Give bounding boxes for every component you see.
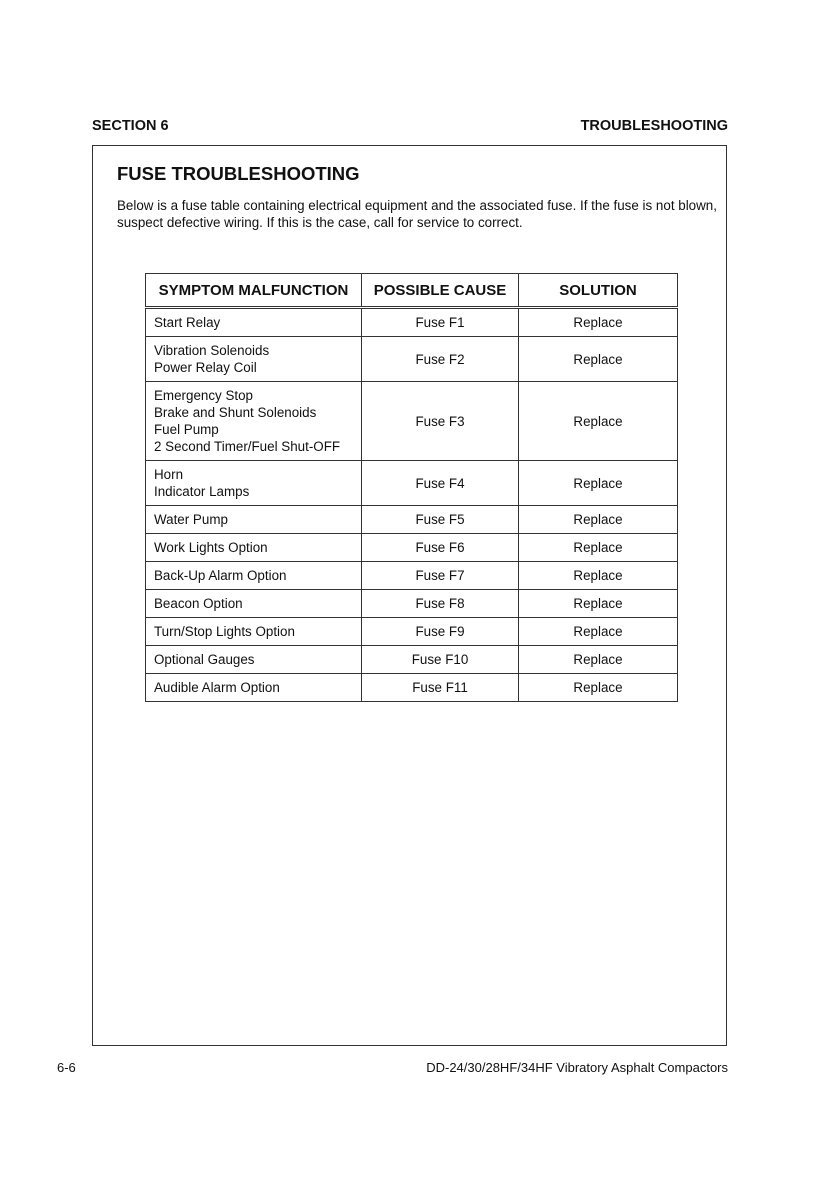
table-row xyxy=(146,461,678,506)
symptom-line: Optional Gauges xyxy=(154,652,255,667)
cause-cell: Fuse F1 xyxy=(362,308,519,337)
symptom-cell xyxy=(146,382,362,461)
symptom-cell xyxy=(146,461,362,506)
solution-cell: Replace xyxy=(519,674,678,702)
cause-cell: Fuse F3 xyxy=(362,382,519,461)
symptom-cell xyxy=(146,337,362,382)
table-row xyxy=(146,674,678,702)
table-row xyxy=(146,646,678,674)
solution-cell: Replace xyxy=(519,590,678,618)
symptom-line: 2 Second Timer/Fuel Shut-OFF xyxy=(154,439,341,454)
solution-cell: Replace xyxy=(519,618,678,646)
cause-cell: Fuse F10 xyxy=(362,646,519,674)
cause-cell: Fuse F5 xyxy=(362,506,519,534)
solution-cell: Replace xyxy=(519,534,678,562)
cause-cell: Fuse F6 xyxy=(362,534,519,562)
cause-cell: Fuse F7 xyxy=(362,562,519,590)
table-row xyxy=(146,382,678,461)
symptom-line: Turn/Stop Lights Option xyxy=(154,624,295,639)
cause-cell: Fuse F9 xyxy=(362,618,519,646)
symptom-cell xyxy=(146,506,362,534)
symptom-cell xyxy=(146,646,362,674)
page-number: 6-6 xyxy=(57,1060,76,1075)
symptom-line: Beacon Option xyxy=(154,596,243,611)
symptom-line: Water Pump xyxy=(154,512,228,527)
table-row xyxy=(146,590,678,618)
solution-cell: Replace xyxy=(519,562,678,590)
cause-cell: Fuse F2 xyxy=(362,337,519,382)
fuse-table xyxy=(145,273,678,702)
symptom-line: Audible Alarm Option xyxy=(154,680,280,695)
intro-text: Below is a fuse table containing electrical equipment and the associated fuse. If the fuse is not blown, suspect defective wiring. If this is the case, call for service to correct. xyxy=(117,198,717,230)
symptom-cell xyxy=(146,308,362,337)
col-cause: POSSIBLE CAUSE xyxy=(362,274,519,308)
table-row xyxy=(146,562,678,590)
table-row xyxy=(146,534,678,562)
page-title: FUSE TROUBLESHOOTING xyxy=(117,163,360,184)
symptom-cell xyxy=(146,590,362,618)
cause-cell: Fuse F4 xyxy=(362,461,519,506)
solution-cell: Replace xyxy=(519,337,678,382)
table-row xyxy=(146,506,678,534)
solution-cell: Replace xyxy=(519,506,678,534)
symptom-cell xyxy=(146,618,362,646)
solution-cell: Replace xyxy=(519,308,678,337)
symptom-line: Power Relay Coil xyxy=(154,360,257,375)
symptom-line: Horn xyxy=(154,467,184,482)
symptom-line: Work Lights Option xyxy=(154,540,268,555)
document-title: DD-24/30/28HF/34HF Vibratory Asphalt Compactors xyxy=(426,1060,728,1075)
solution-cell: Replace xyxy=(519,461,678,506)
symptom-line: Fuel Pump xyxy=(154,422,219,437)
symptom-cell xyxy=(146,674,362,702)
symptom-line: Vibration Solenoids xyxy=(154,343,270,358)
symptom-cell xyxy=(146,534,362,562)
cause-cell: Fuse F8 xyxy=(362,590,519,618)
cause-cell: Fuse F11 xyxy=(362,674,519,702)
section-label: SECTION 6 xyxy=(92,118,169,134)
symptom-line: Start Relay xyxy=(154,315,221,330)
symptom-line: Indicator Lamps xyxy=(154,484,250,499)
col-symptom: SYMPTOM MALFUNCTION xyxy=(146,274,362,308)
table-row xyxy=(146,308,678,337)
symptom-cell xyxy=(146,562,362,590)
table-row xyxy=(146,337,678,382)
solution-cell: Replace xyxy=(519,646,678,674)
table-row xyxy=(146,618,678,646)
symptom-line: Back-Up Alarm Option xyxy=(154,568,287,583)
symptom-line: Brake and Shunt Solenoids xyxy=(154,405,317,420)
col-solution: SOLUTION xyxy=(519,274,678,308)
symptom-line: Emergency Stop xyxy=(154,388,253,403)
solution-cell: Replace xyxy=(519,382,678,461)
topic-label: TROUBLESHOOTING xyxy=(580,118,728,134)
